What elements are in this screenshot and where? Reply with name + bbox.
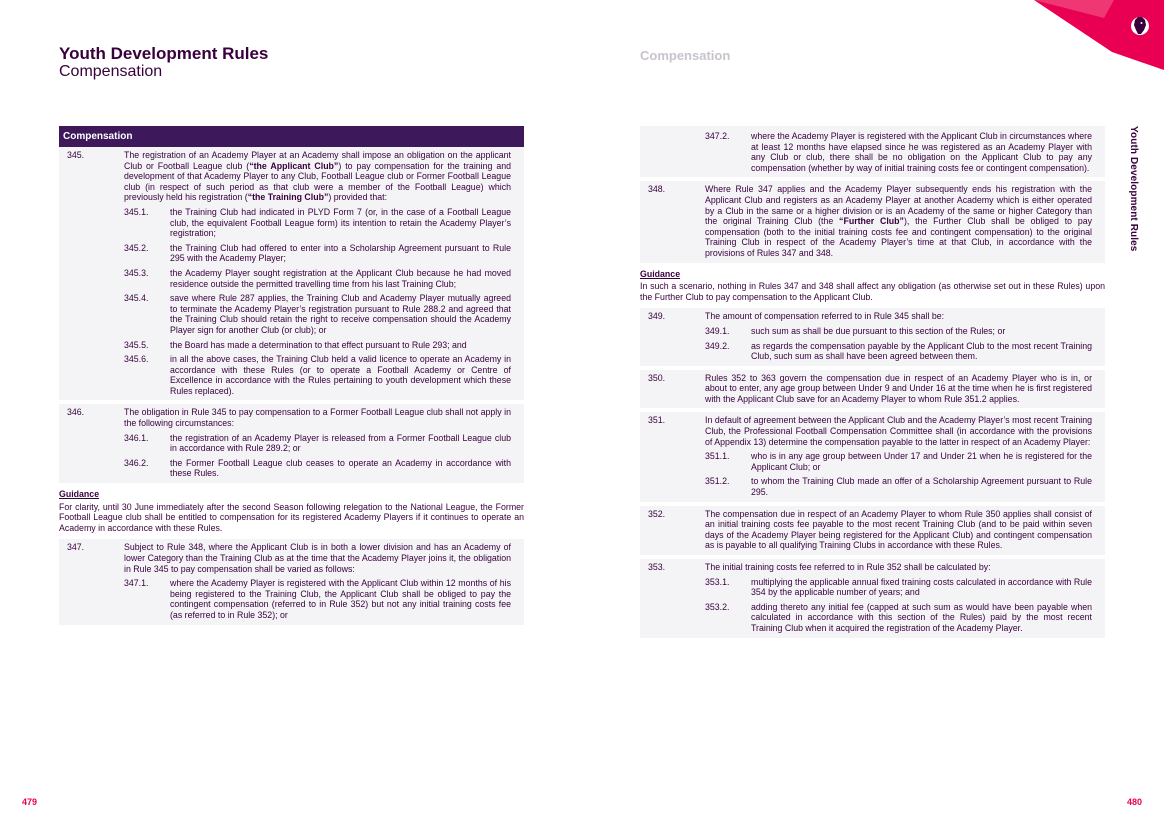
rule-351 bbox=[648, 415, 1092, 497]
defined-term: “the Applicant Club” bbox=[249, 160, 339, 171]
right-page-header: Compensation bbox=[640, 48, 731, 63]
rule-text: In default of agreement between the Applicant Club and the Academy Player’s most recent Training Club, the Professional Football Compensation Committee shall (in accordance with the provisions of Appendix 13) determine the compensation payable to the latter in respect of an Academy Player: bbox=[705, 415, 1092, 447]
rule-box bbox=[640, 308, 1105, 365]
sub-rule bbox=[124, 458, 511, 479]
sub-rule bbox=[705, 602, 1092, 634]
sub-rule-text: the Board has made a determination to that effect pursuant to Rule 293; and bbox=[170, 339, 467, 350]
sub-rule-text: as regards the compensation payable by the Applicant Club to the most recent Training Club, such sum as shall have been agreed between them. bbox=[751, 340, 1092, 362]
rule-box bbox=[640, 412, 1105, 501]
sub-rule-text: where the Academy Player is registered with the Applicant Club within 12 months of his being registered to the Training Club, the Applicant Club shall be obliged to pay the contingent compensation (referred to in Rule 352) but not any initial training costs fee (as referred to in Rule 352); or bbox=[170, 578, 511, 620]
rule-body bbox=[124, 150, 511, 396]
rule-box bbox=[59, 539, 524, 624]
sub-rule-text: multiplying the applicable annual fixed training costs calculated in accordance with Rule 354 by the applicable number of years; and bbox=[751, 576, 1092, 598]
indent bbox=[648, 129, 705, 173]
sub-rule bbox=[705, 131, 1092, 173]
rule-text: The amount of compensation referred to in Rule 345 shall be: bbox=[705, 311, 945, 322]
sub-rule-text: where the Academy Player is registered with the Applicant Club in circumstances where at least 12 months have elapsed since he was registered as an Academy Player with any Club or club, there shall be no obligation on the Applicant Club to pay any compensation (whether by way of initial training costs fee or contingent compensation). bbox=[751, 131, 1092, 173]
guidance-heading: Guidance bbox=[640, 268, 681, 279]
rule-text: Where Rule 347 applies and the Academy Player subsequently ends his registration with the Applicant Club and registers as an Academy Player at another Academy which is either operated by a Club in the same or a higher division or is an Academy of the same or higher Category than the original Training Club (the bbox=[705, 184, 1092, 227]
sub-rule-number: 347.1. bbox=[124, 578, 149, 589]
sub-rule-number: 351.2. bbox=[705, 476, 730, 487]
sub-rule-text: in all the above cases, the Training Club held a valid licence to operate an Academy in accordance with these Rules (or to operate a Football Academy or Centre of Excellence in accordance with the Rules pertaining to youth development which these Rules replaced). bbox=[170, 354, 511, 396]
rule-number: 353. bbox=[648, 562, 666, 572]
rule-text: The compensation due in respect of an Academy Player to whom Rule 350 applies shall consist of an initial training costs fee payable to the most recent Training Club (and to be paid within seven days of the Academy Player being registered for the Applicant Club) and contingent compensation as is payable to all qualifying Training Clubs in accordance with these Rules. bbox=[705, 508, 1092, 551]
rule-body bbox=[705, 129, 1092, 173]
corner-flag-graphic bbox=[994, 0, 1164, 70]
sub-rule-number: 345.1. bbox=[124, 206, 149, 217]
guidance-heading: Guidance bbox=[59, 489, 100, 500]
rule-text: ) to pay compensation for the training and development of that Academy Player to any Club, Football League club or Former Football League club (in respect of such period as that club were a member of the Football League) which previously held his registration ( bbox=[124, 160, 511, 203]
rule-number: 346. bbox=[67, 407, 85, 418]
rule-number: 349. bbox=[648, 311, 666, 322]
rule-352 bbox=[648, 509, 1092, 551]
sub-rule bbox=[705, 326, 1092, 337]
rule-box bbox=[640, 126, 1105, 177]
sub-rule-number: 349.2. bbox=[705, 340, 730, 351]
sub-rule-number: 345.2. bbox=[124, 242, 149, 253]
guidance-text: In such a scenario, nothing in Rules 347 and 348 shall affect any obligation (as otherwise set out in these Rules) upon the Further Club to pay compensation to the Applicant Club. bbox=[640, 281, 1105, 302]
rule-number: 352. bbox=[648, 508, 666, 519]
rule-349 bbox=[648, 311, 1092, 361]
rule-text: ), the Further Club shall be obliged to pay compensation (both to the initial training costs fee and contingent compensation) to the original Training Club in respect of the Academy Player’s time at that Club, in accordance with the provisions of Rules 347 and 348. bbox=[705, 216, 1093, 258]
rule-box bbox=[59, 147, 524, 400]
page-number-left: 479 bbox=[22, 797, 38, 807]
sub-rule-number: 353.2. bbox=[705, 601, 730, 612]
sub-rule-continuation bbox=[648, 129, 1092, 173]
sub-rule-number: 349.1. bbox=[705, 325, 730, 336]
sub-rule-number: 345.3. bbox=[124, 267, 149, 278]
rule-text: The obligation in Rule 345 to pay compensation to a Former Football League club shall not apply in the following circumstances: bbox=[124, 407, 511, 429]
rule-350 bbox=[648, 373, 1092, 405]
rule-text: Rules 352 to 363 govern the compensation due in respect of an Academy Player who is in, or about to enter, any age group between Under 9 and Under 16 at the time when he is first registered with the Applicant Club save for an Academy Player to whom Rule 351.2 applies. bbox=[705, 372, 1092, 404]
rule-box bbox=[640, 506, 1105, 555]
rule-box bbox=[640, 559, 1105, 638]
rule-box bbox=[640, 181, 1105, 262]
rule-346 bbox=[67, 407, 511, 479]
sub-rule bbox=[705, 451, 1092, 472]
sub-rule-text: such sum as shall be due pursuant to this section of the Rules; or bbox=[751, 325, 1006, 336]
rule-box bbox=[640, 370, 1105, 409]
rule-345 bbox=[67, 150, 511, 396]
sub-rule-text: who is in any age group between Under 17 and Under 21 when he is registered for the Applicant Club; or bbox=[751, 451, 1092, 472]
sub-rule-number: 346.2. bbox=[124, 457, 149, 468]
rule-348 bbox=[648, 184, 1092, 258]
sub-rule-text: the Training Club had indicated in PLYD Form 7 (or, in the case of a Football League club, the equivalent Football League form) its intention to retain the Academy Player’s registration; bbox=[170, 206, 511, 239]
sub-rule-text: adding thereto any initial fee (capped at such sum as would have been payable when calculated in accordance with this section of the Rules) paid by the most recent Training Club when it acquired the registration of the Academy Player. bbox=[751, 601, 1092, 633]
rule-body bbox=[705, 415, 1092, 497]
guidance-text: For clarity, until 30 June immediately after the second Season following relegation to the National League, the Former Football League club shall be entitled to compensation for its registered Academy Players if it continues to operate an Academy in accordance with these Rules. bbox=[59, 501, 524, 533]
rule-353 bbox=[648, 562, 1092, 634]
sub-rule bbox=[705, 476, 1092, 497]
sub-rule-text: save where Rule 287 applies, the Training Club and Academy Player mutually agreed to terminate the Academy Player’s registration pursuant to Rule 288.2 and agreed that the Training Club should retain the right to receive compensation should the Academy Player sign for another Club (or club); or bbox=[170, 293, 511, 335]
rule-number: 347. bbox=[67, 542, 85, 553]
page-title: Youth Development Rules bbox=[59, 44, 269, 63]
rule-text: Subject to Rule 348, where the Applicant Club is in both a lower division and has an Academy of lower Category than the Training Club as at the time that the Academy Player joins it, the obligation in Rule 345 to pay compensation shall be varied as follows: bbox=[124, 542, 511, 574]
sub-rule bbox=[124, 207, 511, 239]
sub-rule-number: 345.6. bbox=[124, 354, 149, 365]
defined-term: “Further Club” bbox=[839, 216, 904, 227]
rule-number: 345. bbox=[67, 150, 85, 160]
sub-rule bbox=[124, 433, 511, 454]
rule-text: The initial training costs fee referred to in Rule 352 shall be calculated by: bbox=[705, 562, 991, 572]
sub-rule bbox=[124, 243, 511, 264]
rule-number: 348. bbox=[648, 184, 666, 195]
sub-rule-text: to whom the Training Club made an offer of a Scholarship Agreement pursuant to Rule 295. bbox=[751, 476, 1092, 498]
sub-rule-number: 351.1. bbox=[705, 451, 730, 462]
rule-text: The registration of an Academy Player at an Academy shall impose an obligation on the applicant Club or Football League club ( bbox=[124, 150, 511, 171]
vertical-chapter-title: Youth Development Rules bbox=[1128, 126, 1139, 252]
page-subtitle: Compensation bbox=[59, 63, 163, 80]
rule-347 bbox=[67, 542, 511, 620]
sub-rule bbox=[124, 268, 511, 289]
sub-rule-number: 347.2. bbox=[705, 131, 730, 141]
rule-body bbox=[705, 311, 1092, 361]
rule-body bbox=[705, 562, 1092, 634]
sub-rule-text: the registration of an Academy Player is released from a Former Football League club in accordance with Rule 289.2; or bbox=[170, 432, 511, 454]
sub-rule bbox=[124, 578, 511, 620]
sub-rule bbox=[705, 341, 1092, 362]
sub-rule-text: the Training Club had offered to enter into a Scholarship Agreement pursuant to Rule 295 with the Academy Player; bbox=[170, 242, 511, 264]
sub-rule-number: 346.1. bbox=[124, 432, 149, 443]
rule-text: ) provided that: bbox=[328, 192, 388, 203]
sub-rule bbox=[705, 577, 1092, 598]
rule-box bbox=[59, 404, 524, 483]
sub-rule-number: 345.4. bbox=[124, 293, 149, 304]
sub-rule bbox=[124, 354, 511, 396]
sub-rule bbox=[124, 340, 511, 351]
rule-number: 351. bbox=[648, 415, 666, 426]
sub-rule-text: the Academy Player sought registration at the Applicant Club because he had moved residence outside the permitted travelling time from his last Training Club; bbox=[170, 267, 511, 289]
rule-body bbox=[124, 542, 511, 620]
page-number-right: 480 bbox=[1126, 797, 1142, 807]
rule-body bbox=[705, 184, 1092, 258]
sub-rule-number: 353.1. bbox=[705, 576, 730, 587]
rule-number: 350. bbox=[648, 372, 666, 383]
sub-rule-number: 345.5. bbox=[124, 339, 149, 350]
right-column bbox=[640, 126, 1105, 642]
left-column bbox=[59, 126, 524, 629]
section-heading-bar: Compensation bbox=[59, 126, 524, 147]
lion-crest-icon bbox=[1131, 17, 1149, 35]
rule-body bbox=[124, 407, 511, 479]
sub-rule bbox=[124, 293, 511, 335]
sub-rule-text: the Former Football League club ceases to operate an Academy in accordance with these Rules. bbox=[170, 457, 511, 479]
defined-term: “the Training Club” bbox=[247, 192, 329, 203]
